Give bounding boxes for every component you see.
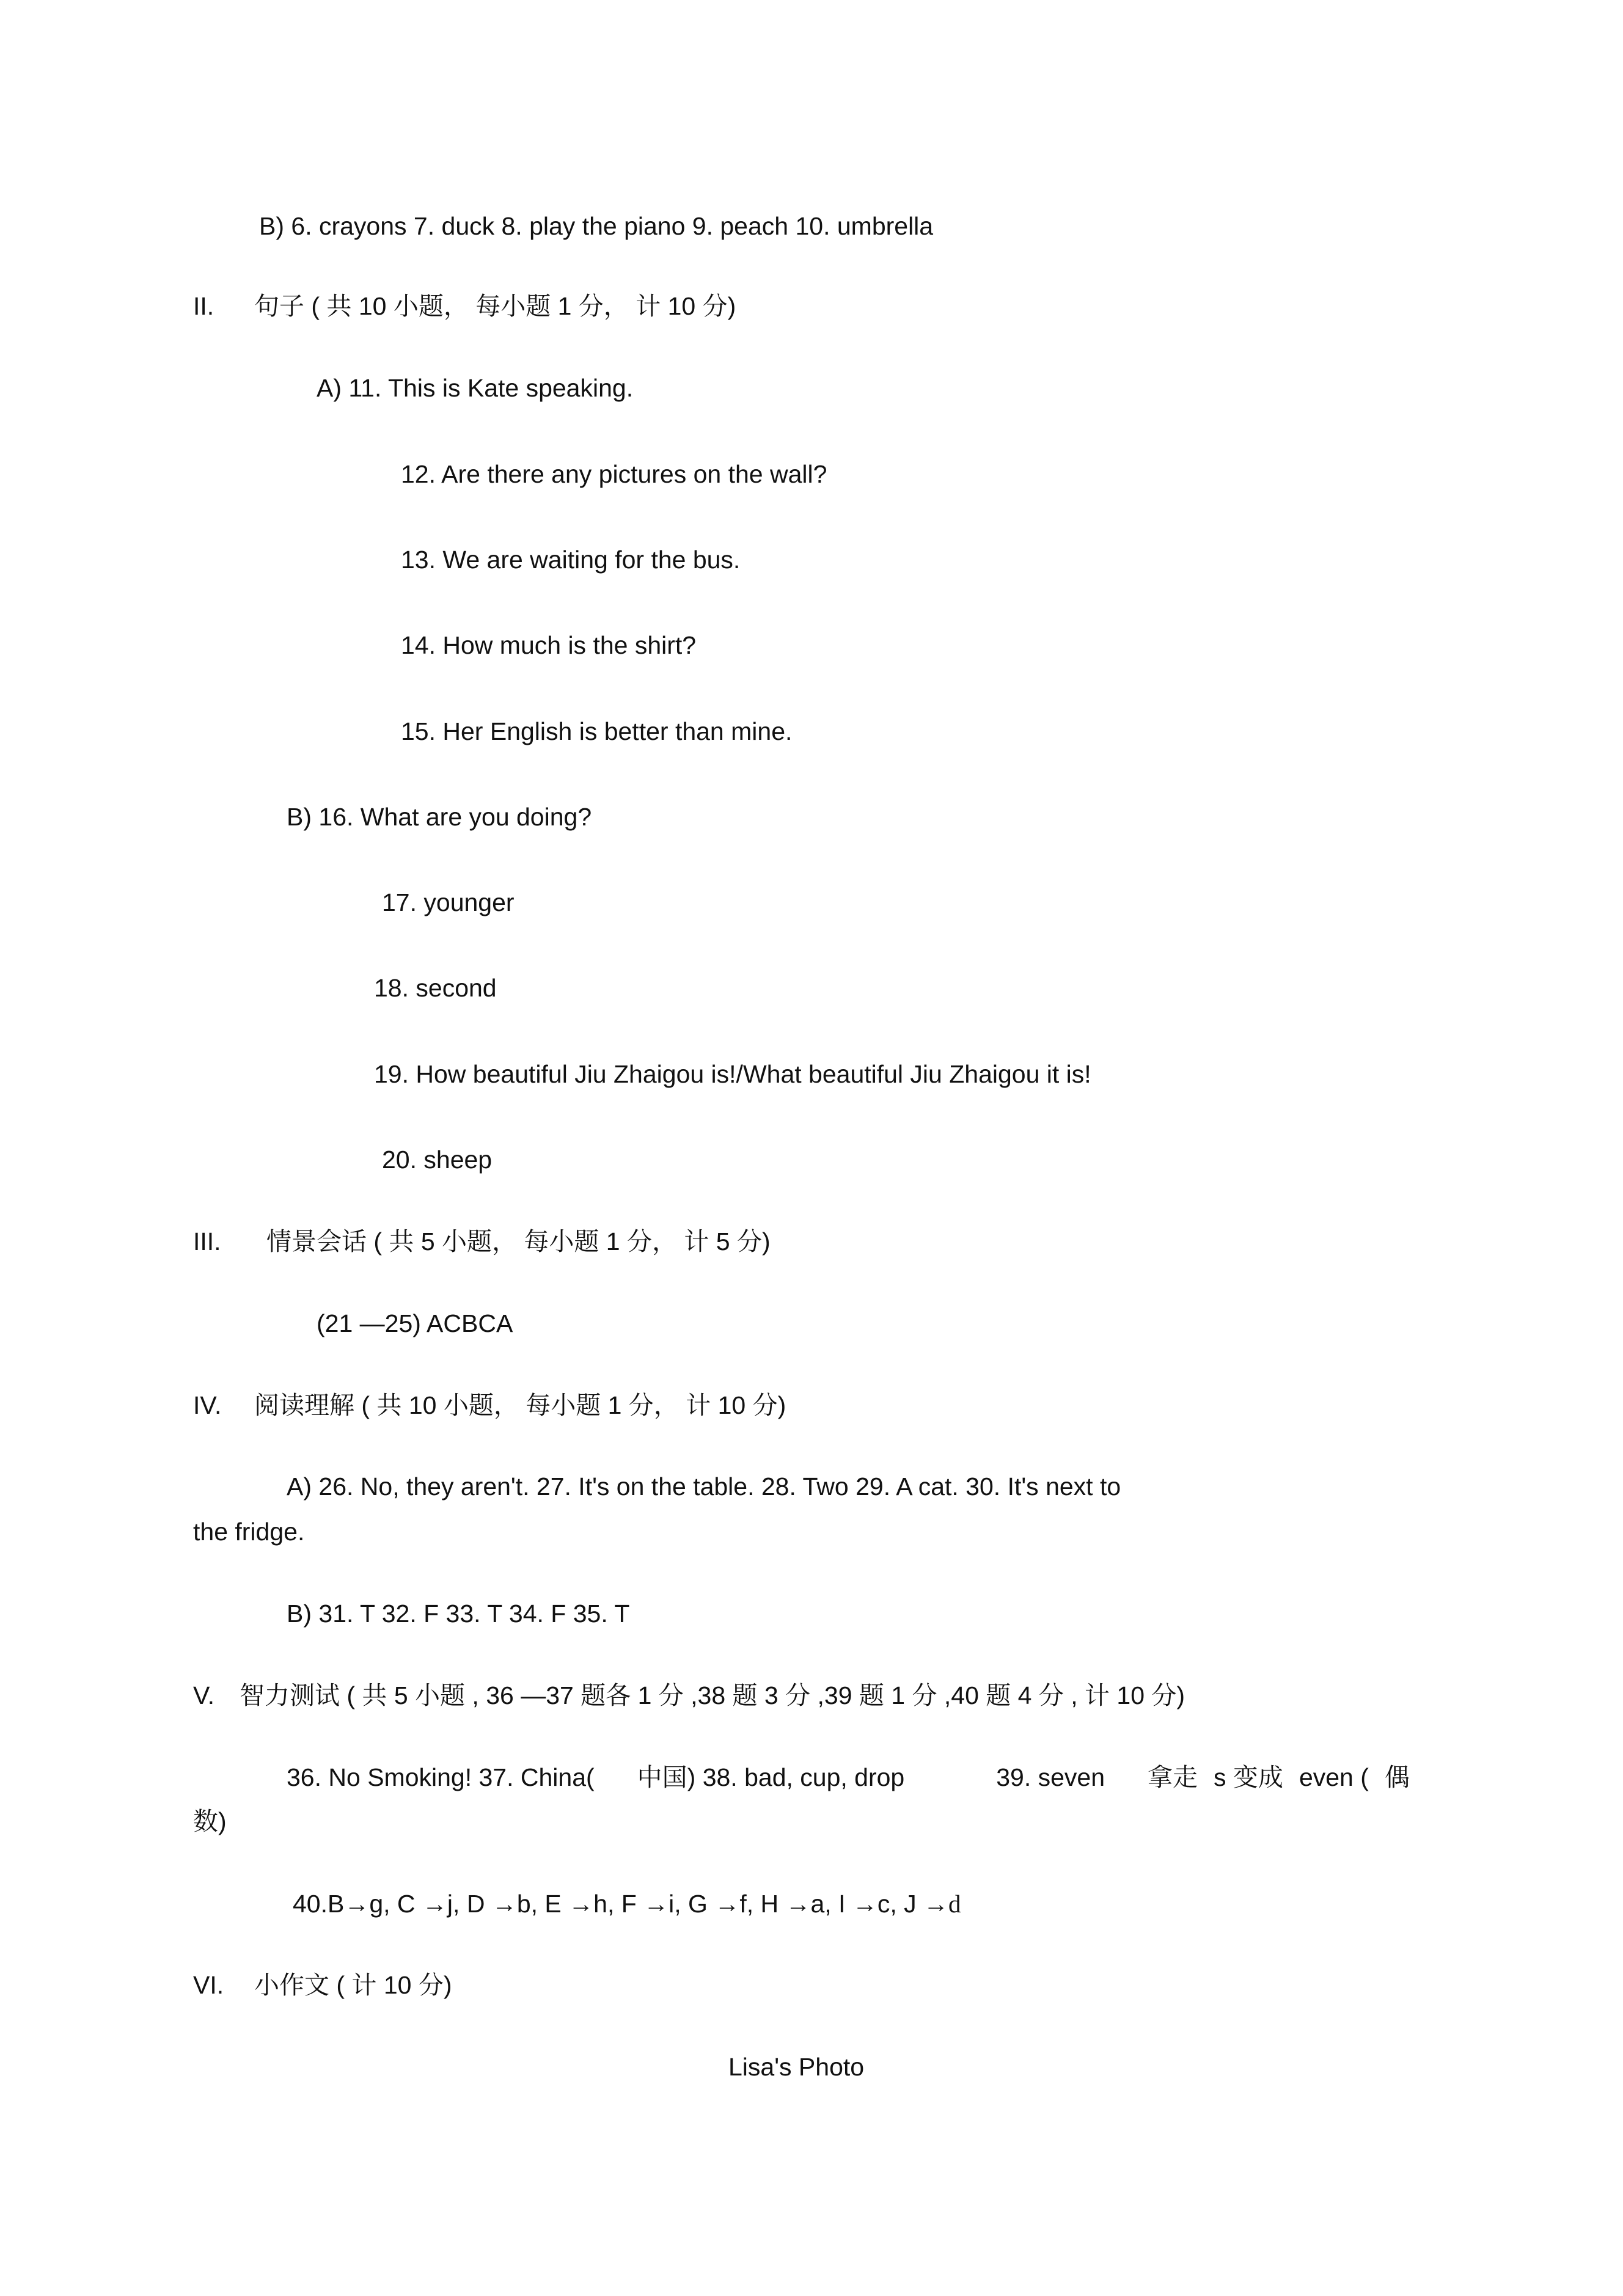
section2-a-item-12: 12. Are there any pictures on the wall? bbox=[401, 460, 827, 488]
answer-39-ou: 偶 bbox=[1384, 1763, 1410, 1791]
section3-answer: (21 —25) ACBCA bbox=[317, 1309, 513, 1337]
answer-40-last: d bbox=[948, 1890, 961, 1918]
section5-title: 智力测试 ( 共 5 小题 , 36 —37 题各 1 分 ,38 题 3 分 ,39 题 1 分 ,40 题 4 分 , 计 10 分) bbox=[240, 1681, 1185, 1709]
section2-b-item-16: B) 16. What are you doing? bbox=[287, 803, 592, 831]
section4-b-line: B) 31. T 32. F 33. T 34. F 35. T bbox=[287, 1600, 630, 1628]
section4-number: IV. bbox=[193, 1391, 222, 1419]
section2-b-item-19: 19. How beautiful Jiu Zhaigou is!/What beautiful Jiu Zhaigou it is! bbox=[374, 1060, 1091, 1088]
answer-36-37: 36. No Smoking! 37. China( bbox=[287, 1763, 595, 1791]
section2-number: II. bbox=[193, 292, 214, 320]
section2-title: 句子 ( 共 10 小题， 每小题 1 分， 计 10 分) bbox=[254, 292, 736, 320]
section2-a-item-11: A) 11. This is Kate speaking. bbox=[317, 374, 634, 402]
answer-38: ) 38. bad, cup, drop bbox=[687, 1763, 905, 1791]
answer-39-seven: 39. seven bbox=[996, 1763, 1105, 1791]
answer-39-s: s 变成 bbox=[1214, 1763, 1283, 1791]
section2-a-item-13: 13. We are waiting for the bus. bbox=[401, 546, 741, 574]
section3-title: 情景会话 ( 共 5 小题， 每小题 1 分， 计 5 分) bbox=[266, 1227, 771, 1256]
section6-number: VI. bbox=[193, 1971, 224, 1999]
section5-answer-40 bbox=[293, 1889, 961, 1918]
section5-answers-36-39 bbox=[287, 1763, 1410, 1792]
answer-39-take: 拿走 bbox=[1148, 1763, 1198, 1791]
section3-number: III. bbox=[193, 1227, 221, 1256]
section2-b-item-20: 20. sheep bbox=[382, 1146, 493, 1174]
section6-heading bbox=[193, 1970, 452, 2000]
section2-b-item-18: 18. second bbox=[374, 974, 497, 1002]
section2-b-item-17: 17. younger bbox=[382, 888, 515, 916]
section4-a-line2: the fridge. bbox=[193, 1518, 305, 1546]
section2-heading bbox=[193, 291, 736, 321]
section2-a-item-14: 14. How much is the shirt? bbox=[401, 631, 697, 659]
section4-a-line1: A) 26. No, they aren't. 27. It's on the table. 28. Two 29. A cat. 30. It's next to bbox=[287, 1472, 1121, 1501]
section4-heading bbox=[193, 1391, 786, 1420]
section4-title: 阅读理解 ( 共 10 小题， 每小题 1 分， 计 10 分) bbox=[254, 1391, 786, 1419]
section3-heading bbox=[193, 1227, 771, 1256]
answer-40-mapping: 40.B→g, C →j, D →b, E →h, F →i, G →f, H →a, I →c, J → bbox=[293, 1890, 949, 1918]
answer-37-china: 中国 bbox=[637, 1763, 687, 1791]
section6-title: 小作文 ( 计 10 分) bbox=[254, 1971, 452, 1999]
section5-heading bbox=[193, 1681, 1185, 1710]
essay-title: Lisa's Photo bbox=[728, 2053, 865, 2081]
section1-b-answers: B) 6. crayons 7. duck 8. play the piano 9. peach 10. umbrella bbox=[259, 212, 934, 240]
answer-39-even: even ( bbox=[1299, 1763, 1369, 1791]
section5-answer-39-line2: 数) bbox=[193, 1807, 227, 1835]
section5-number: V. bbox=[193, 1681, 214, 1709]
section2-a-item-15: 15. Her English is better than mine. bbox=[401, 717, 793, 745]
